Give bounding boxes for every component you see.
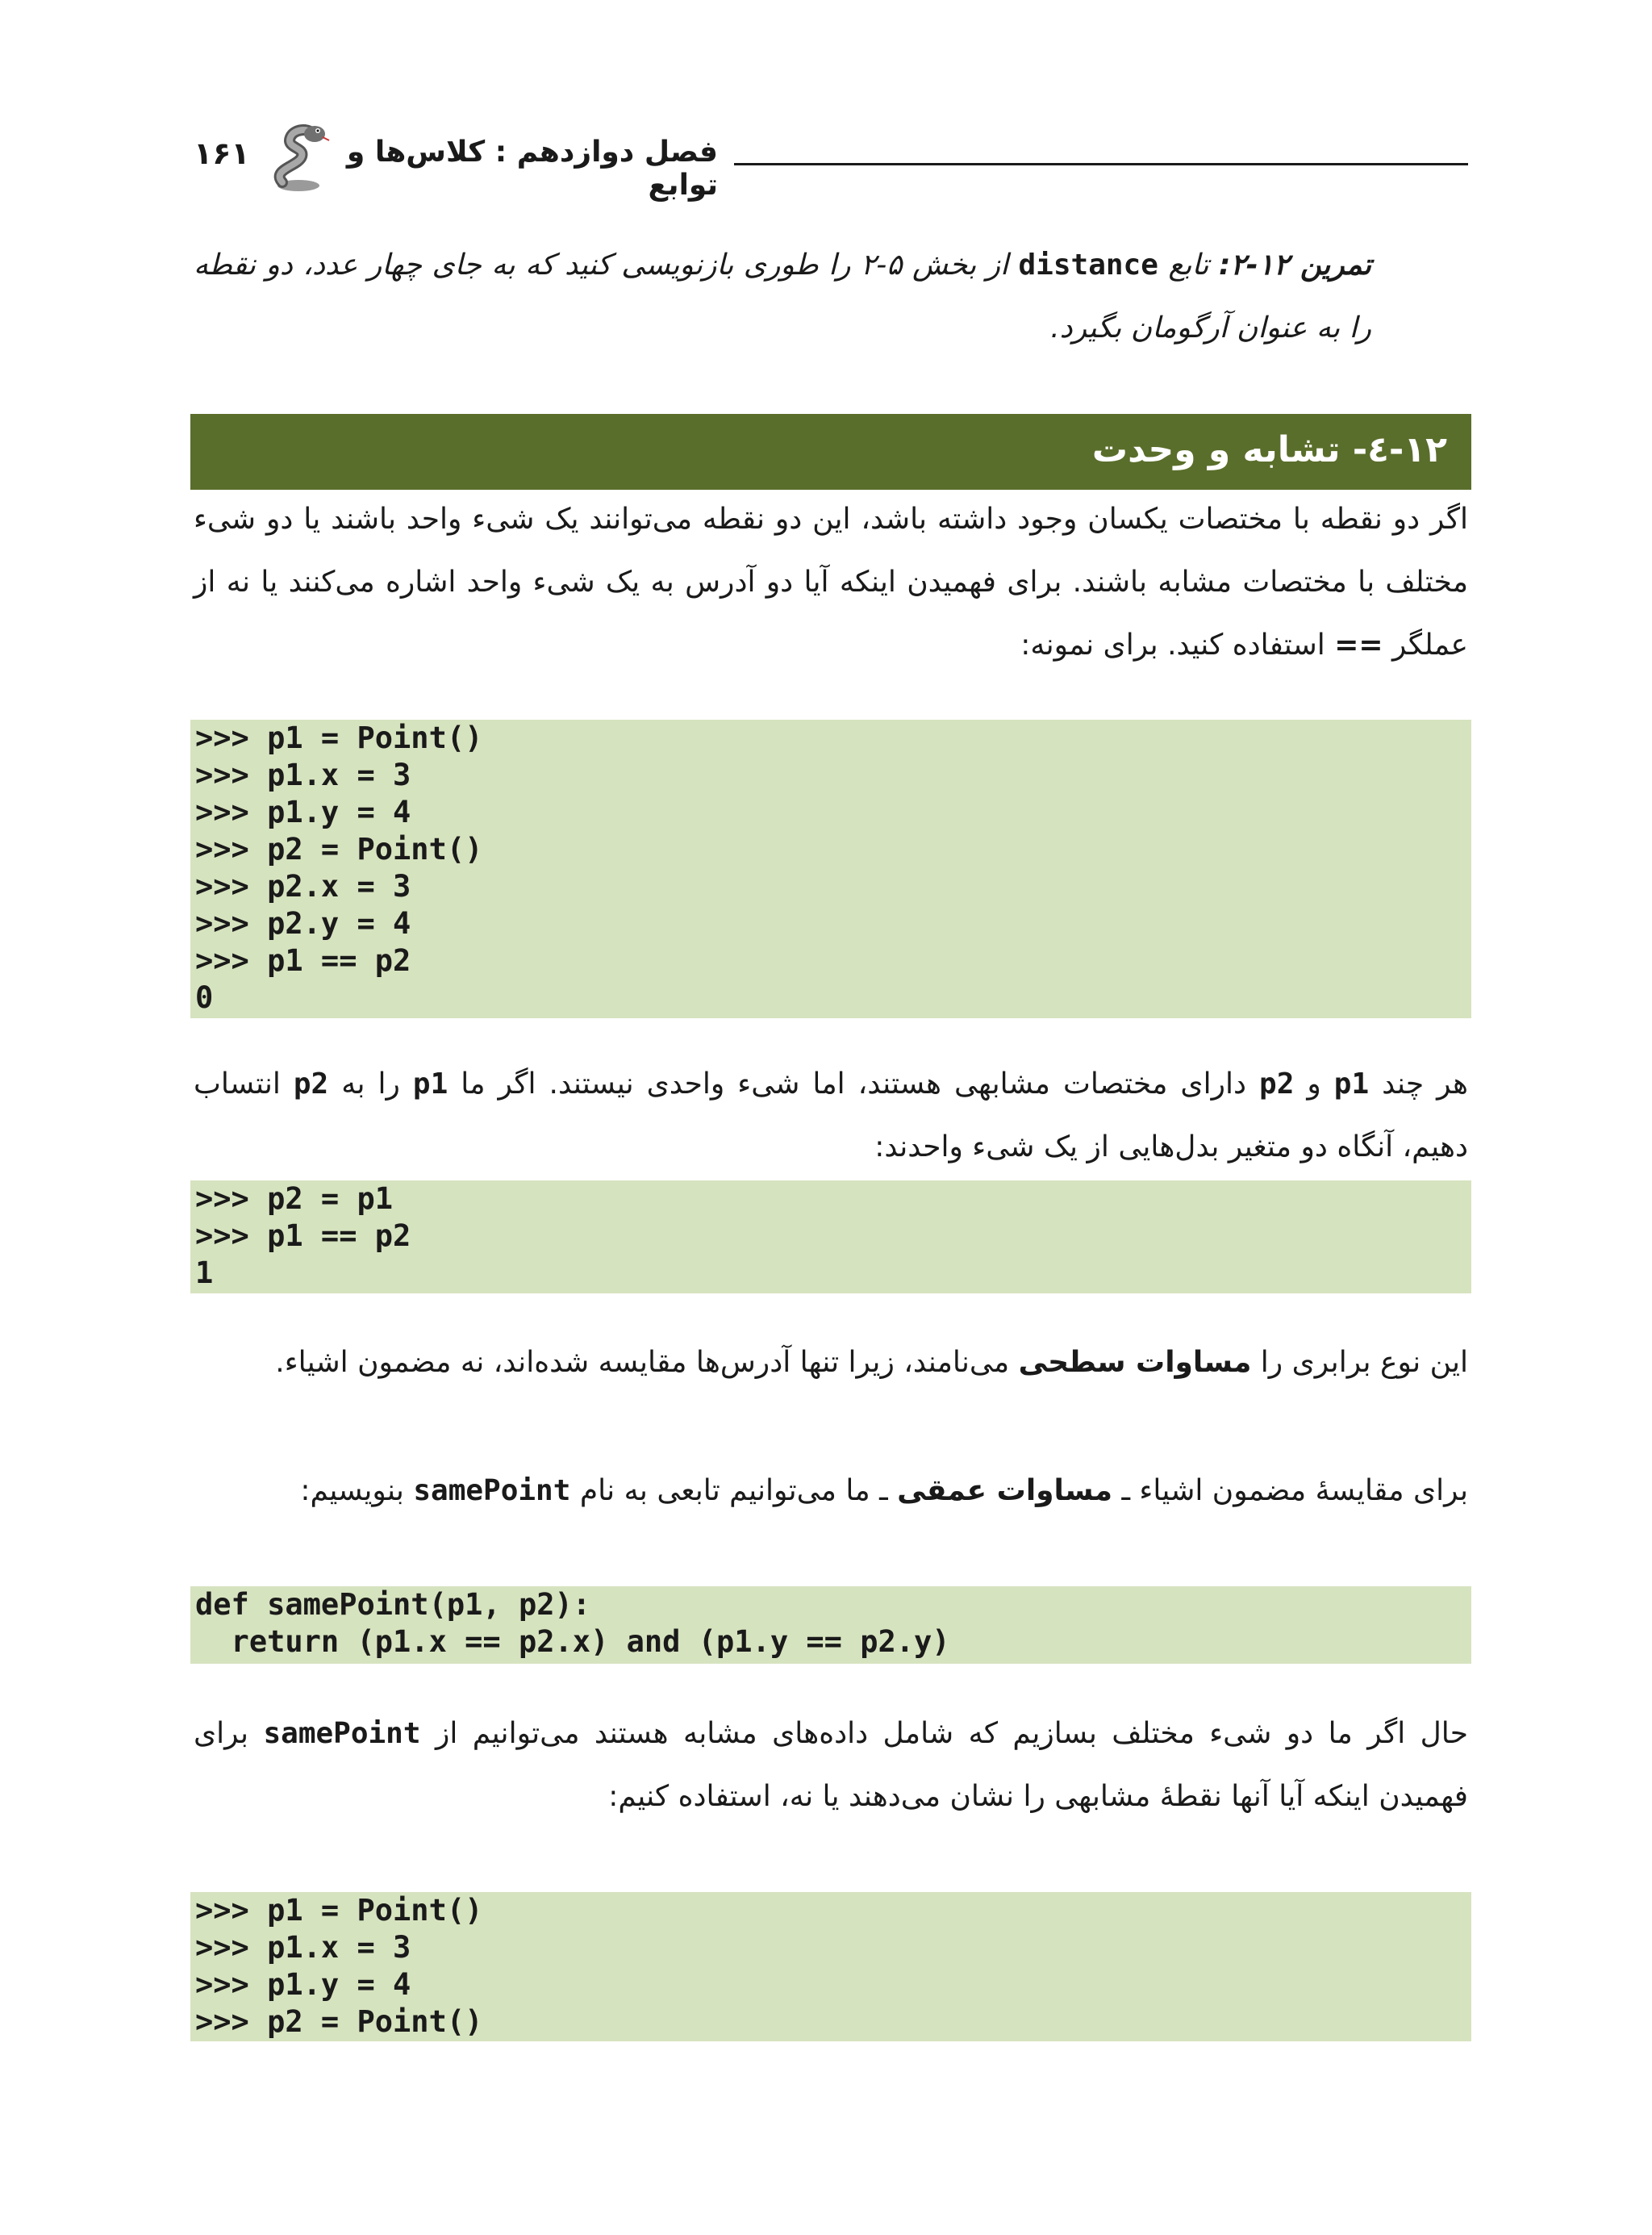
exercise-text: از بخش ۵-۲ را طوری بازنویسی کنید که به جای چهار عدد، دو نقطه را به عنوان آرگومان بگیرد. <box>194 249 1371 345</box>
paragraph-shallow-equality <box>194 1331 1468 1394</box>
paragraph-text: حال اگر ما دو شیء مختلف بسازیم که شامل داده‌های مشابه هستند می‌توانیم از <box>420 1717 1468 1750</box>
variable-name: p1 <box>412 1067 448 1101</box>
code-block <box>190 720 1471 1018</box>
function-name: distance <box>1018 249 1158 282</box>
paragraph-text: بنویسیم: <box>300 1474 414 1507</box>
paragraph-samepoint-usage <box>194 1702 1468 1828</box>
section-heading-bar <box>190 414 1471 490</box>
paragraph-text: این نوع برابری را <box>1251 1346 1468 1379</box>
function-name: samePoint <box>263 1717 421 1750</box>
python-snake-icon <box>266 121 331 192</box>
paragraph-deep-equality <box>194 1459 1468 1523</box>
paragraph-text: برای مقایسهٔ مضمون اشیاء ـ <box>1112 1474 1468 1507</box>
code-text: >>> p1 = Point() >>> p1.x = 3 >>> p1.y = 4 >>> p2 = Point() >>> p2.x = 3 >>> p2.y = 4 >>> p1 == p2 0 <box>195 721 483 1015</box>
code-text: >>> p2 = p1 >>> p1 == p2 1 <box>195 1181 411 1290</box>
paragraph-text: استفاده کنید. برای نمونه: <box>1020 629 1335 662</box>
section-title: ۱۲-٤- تشابه و وحدت <box>1091 429 1447 470</box>
paragraph-text: انتساب دهیم، آنگاه دو متغیر بدل‌هایی از یک شیء واحدند: <box>194 1067 1468 1163</box>
code-text: >>> p1 = Point() >>> p1.x = 3 >>> p1.y = 4 >>> p2 = Point() <box>195 1893 483 2039</box>
page-header <box>0 121 1652 202</box>
paragraph-text: و <box>1294 1067 1334 1101</box>
paragraph-text: اگر دو نقطه با مختصات یکسان وجود داشته باشد، این دو نقطه می‌توانند یک شیء واحد باشند یا دو شیء مختلف با مختصات مشابه باشند. برای فهمیدن اینکه آیا دو آدرس به یک شیء واحد اشاره می‌کنند یا نه از عملگر <box>194 503 1468 662</box>
term: مساوات عمقی <box>897 1474 1112 1507</box>
paragraph-text: را به <box>328 1067 413 1101</box>
paragraph-text: دارای مختصات مشابهی هستند، اما شیء واحدی نیستند. اگر ما <box>448 1067 1260 1101</box>
variable-name: p1 <box>1333 1067 1370 1101</box>
paragraph-text: می‌نامند، زیرا تنها آدرس‌ها مقایسه شده‌اند، نه مضمون اشیاء. <box>275 1346 1019 1379</box>
variable-name: p2 <box>293 1067 329 1101</box>
exercise-label: تمرین ۱۲-۲: <box>1218 249 1372 282</box>
code-text: def samePoint(p1, p2): return (p1.x == p2.x) and (p1.y == p2.y) <box>195 1587 950 1659</box>
paragraph-identity <box>194 488 1468 677</box>
code-block <box>190 1892 1471 2041</box>
paragraph-text: هر چند <box>1369 1067 1468 1101</box>
code-block <box>190 1586 1471 1664</box>
exercise-paragraph <box>194 234 1371 360</box>
operator: == <box>1334 629 1383 662</box>
paragraph-alias <box>194 1053 1468 1179</box>
code-block <box>190 1180 1471 1293</box>
term: مساوات سطحی <box>1018 1346 1252 1379</box>
variable-name: p2 <box>1259 1067 1295 1101</box>
function-name: samePoint <box>413 1474 571 1507</box>
paragraph-text: ـ ما می‌توانیم تابعی به نام <box>570 1474 898 1507</box>
chapter-title: فصل دوازدهم : کلاس‌ها و توابع <box>346 136 718 202</box>
header-rule <box>734 163 1468 165</box>
exercise-text: تابع <box>1158 249 1219 282</box>
paragraph-text: برای فهمیدن اینکه آیا آنها نقطهٔ مشابهی را نشان می‌دهند یا نه، استفاده کنیم: <box>194 1717 1468 1813</box>
page-number: ۱۶۱ <box>194 136 250 171</box>
